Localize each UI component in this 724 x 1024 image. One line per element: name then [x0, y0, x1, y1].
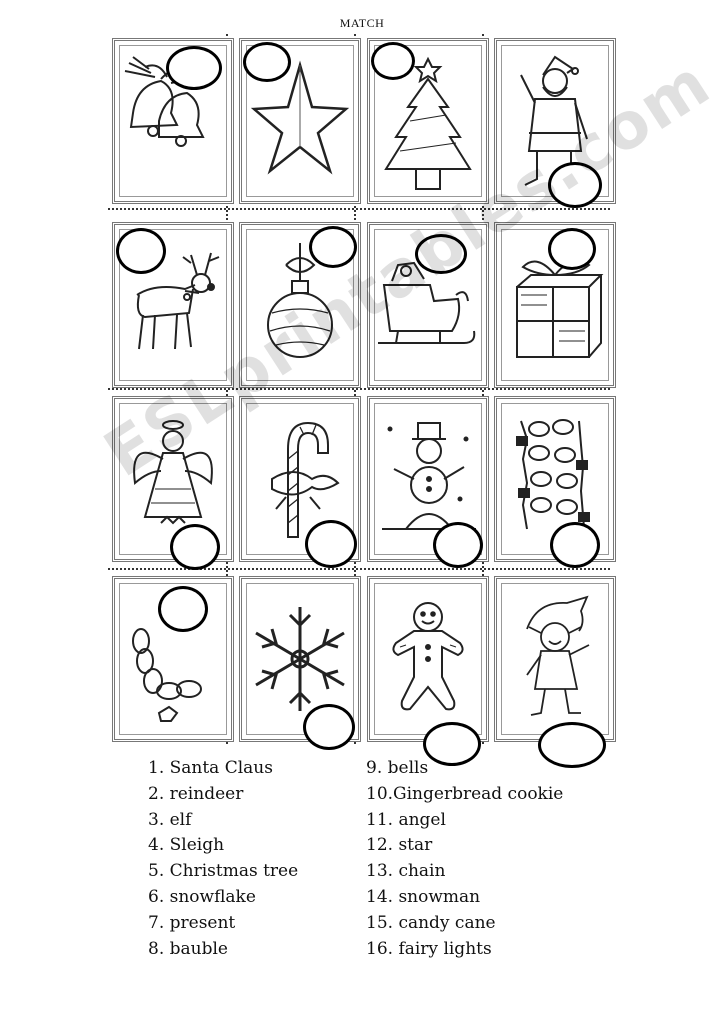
- answer-oval[interactable]: [548, 162, 602, 208]
- word-item: 15. candy cane: [366, 912, 496, 933]
- word-item: 7. present: [148, 912, 236, 933]
- grid-row-divider: [108, 388, 610, 390]
- word-item: 13. chain: [366, 861, 446, 882]
- answer-oval[interactable]: [305, 520, 357, 568]
- answer-oval[interactable]: [116, 228, 166, 274]
- word-item: 10.Gingerbread cookie: [366, 783, 564, 804]
- word-item: 3. elf: [148, 809, 192, 830]
- word-list-right: [366, 756, 563, 962]
- word-item: 1. Santa Claus: [148, 758, 273, 778]
- grid-row-divider: [108, 568, 610, 570]
- answer-oval[interactable]: [550, 522, 600, 568]
- angel-icon: [115, 409, 231, 549]
- answer-oval[interactable]: [170, 524, 220, 570]
- answer-oval[interactable]: [243, 42, 291, 82]
- picture-card: [494, 576, 616, 742]
- answer-oval[interactable]: [548, 228, 596, 270]
- answer-oval[interactable]: [371, 42, 415, 80]
- word-list-left: [148, 756, 298, 962]
- worksheet-title: MATCH: [339, 16, 385, 30]
- gingerbread-cookie-icon: [370, 589, 486, 729]
- answer-oval[interactable]: [158, 586, 208, 632]
- word-item: 14. snowman: [366, 886, 481, 907]
- word-item: 11. angel: [366, 809, 446, 830]
- answer-oval[interactable]: [303, 704, 355, 750]
- word-item: 5. Christmas tree: [148, 861, 299, 882]
- word-item: 6. snowflake: [148, 886, 256, 907]
- word-item: 8. bauble: [148, 938, 228, 959]
- picture-card: [367, 576, 489, 742]
- picture-grid: [108, 34, 610, 744]
- word-item: 4. Sleigh: [148, 835, 225, 856]
- grid-row-divider: [108, 208, 610, 210]
- answer-oval[interactable]: [309, 226, 357, 268]
- answer-oval[interactable]: [415, 234, 467, 274]
- answer-oval[interactable]: [166, 46, 222, 90]
- elf-icon: [497, 589, 613, 729]
- word-item: 2. reindeer: [148, 783, 244, 804]
- word-item: 16. fairy lights: [366, 938, 492, 959]
- fairy-lights-icon: [497, 409, 613, 549]
- answer-oval[interactable]: [433, 522, 483, 568]
- word-item: 12. star: [366, 835, 433, 856]
- word-item: 9. bells: [366, 758, 429, 778]
